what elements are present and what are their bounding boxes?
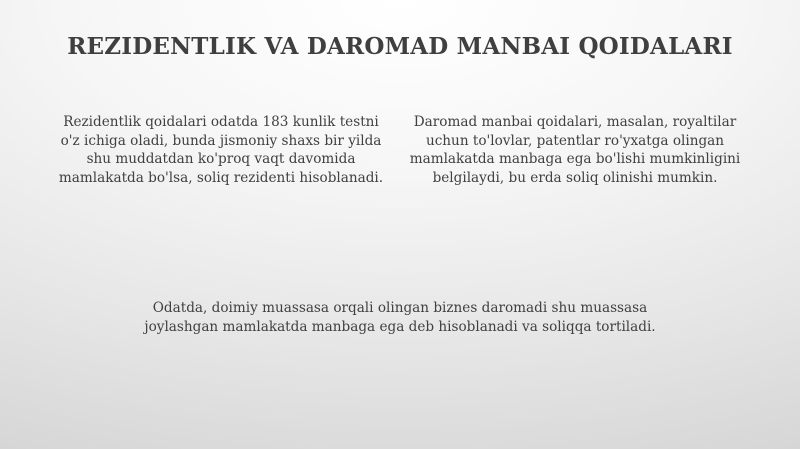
slide-title: REZIDENTLIK VA DAROMAD MANBAI QOIDALARI [67,33,733,60]
income-source-rules-text: Daromad manbai qoidalari, masalan, royaltilar uchun to'lovlar, patentlar ro'yxatga olingan mamlakatda manbaga ega bo'lishi mumkinligini belgilaydi, bu erda soliq olinishi mumkin. [409,114,741,186]
residency-rules-text: Rezidentlik qoidalari odatda 183 kunlik testni o'z ichiga oladi, bunda jismoniy shaxs bir yilda shu muddatdan ko'proq vaqt davomida mamlakatda bo'lsa, soliq rezidenti hisoblanadi. [58,114,384,186]
business-income-text: Odatda, doimiy muassasa orqali olingan biznes daromadi shu muassasa joylashgan mamlakatda manbaga ega deb hisoblanadi va soliqqa tortiladi. [144,300,656,335]
